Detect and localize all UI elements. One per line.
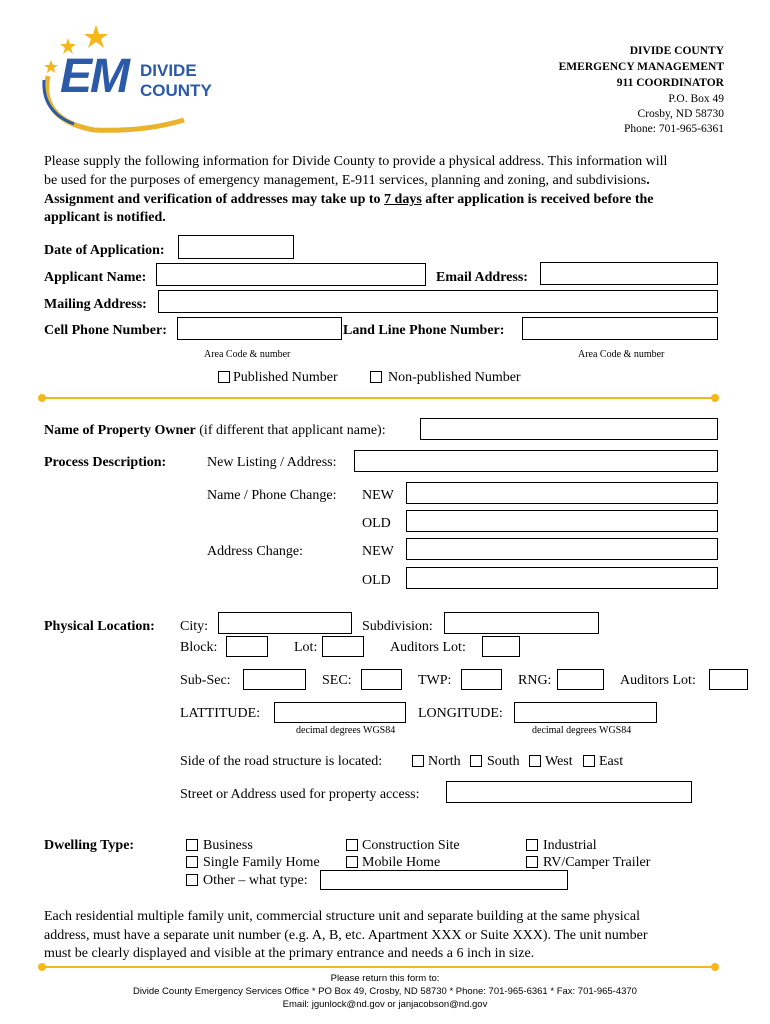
auditors-lot-input[interactable] (482, 636, 520, 657)
street-access-input[interactable] (446, 781, 692, 803)
cell-area-code-hint: Area Code & number (204, 349, 291, 360)
longitude-label: LONGITUDE: (418, 706, 503, 721)
org-line3: 911 COORDINATOR (616, 77, 724, 89)
single-family-checkbox[interactable] (186, 856, 198, 868)
dwelling-type-label: Dwelling Type: (44, 838, 135, 853)
name-change-new-input[interactable] (406, 482, 718, 504)
logo-divide: DIVIDE (140, 61, 197, 80)
intro-bold-line1: Assignment and verification of addresses may take up to 7 days after application is received before the (44, 192, 654, 207)
date-input[interactable] (178, 235, 294, 259)
intro-line2: be used for the purposes of emergency management, E-911 services, planning and zoning, and subdivisions. (44, 173, 650, 188)
south-label: South (487, 754, 520, 769)
new-listing-label: New Listing / Address: (207, 455, 337, 470)
south-checkbox[interactable] (470, 755, 482, 767)
auditors-lot-input-2[interactable] (709, 669, 748, 690)
new-listing-input[interactable] (354, 450, 718, 472)
section-divider (42, 397, 718, 399)
nonpublished-checkbox[interactable] (370, 371, 382, 383)
intro-bold-line2: applicant is notified. (44, 210, 166, 225)
block-label: Block: (180, 640, 218, 655)
latitude-hint: decimal degrees WGS84 (296, 725, 396, 736)
rng-input[interactable] (557, 669, 604, 690)
published-checkbox[interactable] (218, 371, 230, 383)
physical-location-label: Physical Location: (44, 619, 155, 634)
process-label: Process Description: (44, 455, 167, 470)
cell-phone-input[interactable] (177, 317, 342, 340)
name-change-old-label: OLD (362, 516, 391, 531)
business-label: Business (203, 838, 253, 853)
longitude-input[interactable] (514, 702, 657, 723)
name-phone-change-label: Name / Phone Change: (207, 488, 337, 503)
footer-line1: Please return this form to: (330, 973, 440, 984)
address-change-label: Address Change: (207, 544, 304, 559)
east-label: East (599, 754, 624, 769)
twp-input[interactable] (461, 669, 502, 690)
sec-input[interactable] (361, 669, 402, 690)
construction-checkbox[interactable] (346, 839, 358, 851)
notice-line2: address, must have a separate unit number (e.g. A, B, etc. Apartment XXX or Suite XXX). The unit number (44, 928, 648, 943)
published-label: Published Number (233, 370, 338, 385)
notice-line3: must be clearly displayed and visible at the primary entrance and needs a 6 inch in size. (44, 946, 535, 961)
subdivision-input[interactable] (444, 612, 599, 634)
org-address1: P.O. Box 49 (668, 93, 724, 105)
rule-dot (711, 963, 719, 971)
west-label: West (545, 754, 573, 769)
auditors-lot-label: Auditors Lot: (390, 640, 466, 655)
landline-input[interactable] (522, 317, 718, 340)
landline-area-code-hint: Area Code & number (578, 349, 665, 360)
footer-divider (42, 966, 718, 968)
subdivision-label: Subdivision: (362, 619, 433, 634)
star-icon (44, 60, 58, 73)
owner-input[interactable] (420, 418, 718, 440)
other-label: Other – what type: (203, 873, 308, 888)
north-label: North (428, 754, 461, 769)
other-type-input[interactable] (320, 870, 568, 890)
address-change-old-label: OLD (362, 573, 391, 588)
sec-label: SEC: (322, 673, 352, 688)
applicant-name-label: Applicant Name: (44, 270, 147, 285)
latitude-input[interactable] (274, 702, 406, 723)
logo-county: COUNTY (140, 81, 212, 100)
name-change-old-input[interactable] (406, 510, 718, 532)
address-change-new-input[interactable] (406, 538, 718, 560)
mailing-address-input[interactable] (158, 290, 718, 313)
mailing-address-label: Mailing Address: (44, 297, 147, 312)
side-of-road-label: Side of the road structure is located: (180, 754, 383, 769)
footer-line2: Divide County Emergency Services Office * PO Box 49, Crosby, ND 58730 * Phone: 701-965-6361 * Fax: 701-965-4370 (133, 986, 637, 997)
org-address2: Crosby, ND 58730 (637, 108, 724, 120)
north-checkbox[interactable] (412, 755, 424, 767)
east-checkbox[interactable] (583, 755, 595, 767)
applicant-name-input[interactable] (156, 263, 426, 286)
other-checkbox[interactable] (186, 874, 198, 886)
twp-label: TWP: (418, 673, 452, 688)
longitude-hint: decimal degrees WGS84 (532, 725, 632, 736)
landline-label: Land Line Phone Number: (343, 323, 505, 338)
notice-line1: Each residential multiple family unit, commercial structure unit and separate building at the same physical (44, 909, 640, 924)
industrial-label: Industrial (543, 838, 597, 853)
lot-input[interactable] (322, 636, 364, 657)
rule-dot (711, 394, 719, 402)
lot-label: Lot: (294, 640, 318, 655)
city-input[interactable] (218, 612, 352, 634)
mobile-home-label: Mobile Home (362, 855, 441, 870)
city-label: City: (180, 619, 209, 634)
subsec-label: Sub-Sec: (180, 673, 231, 688)
org-line1: DIVIDE COUNTY (629, 45, 724, 57)
rng-label: RNG: (518, 673, 552, 688)
mobile-home-checkbox[interactable] (346, 856, 358, 868)
construction-label: Construction Site (362, 838, 460, 853)
cell-phone-label: Cell Phone Number: (44, 323, 167, 338)
logo-em: EM (60, 50, 128, 103)
org-line2: EMERGENCY MANAGEMENT (558, 61, 724, 73)
industrial-checkbox[interactable] (526, 839, 538, 851)
subsec-input[interactable] (243, 669, 306, 690)
name-change-new-label: NEW (362, 488, 394, 503)
rv-label: RV/Camper Trailer (543, 855, 651, 870)
single-family-label: Single Family Home (203, 855, 320, 870)
date-label: Date of Application: (44, 243, 165, 258)
org-phone: Phone: 701-965-6361 (624, 123, 724, 135)
west-checkbox[interactable] (529, 755, 541, 767)
owner-label: Name of Property Owner (if different that applicant name): (44, 423, 386, 438)
auditors-lot-label-2: Auditors Lot: (620, 673, 696, 688)
email-input[interactable] (540, 262, 718, 285)
address-change-new-label: NEW (362, 544, 394, 559)
intro-line1: Please supply the following information for Divide County to provide a physical address. This information will (44, 154, 668, 169)
footer-line3: Email: jgunlock@nd.gov or janjacobson@nd.gov (282, 999, 488, 1010)
business-checkbox[interactable] (186, 839, 198, 851)
rv-checkbox[interactable] (526, 856, 538, 868)
block-input[interactable] (226, 636, 268, 657)
latitude-label: LATTITUDE: (180, 706, 261, 721)
email-label: Email Address: (436, 270, 528, 285)
address-change-old-input[interactable] (406, 567, 718, 589)
star-icon (84, 25, 108, 48)
nonpublished-label: Non-published Number (388, 370, 521, 385)
street-access-label: Street or Address used for property access: (180, 787, 420, 802)
